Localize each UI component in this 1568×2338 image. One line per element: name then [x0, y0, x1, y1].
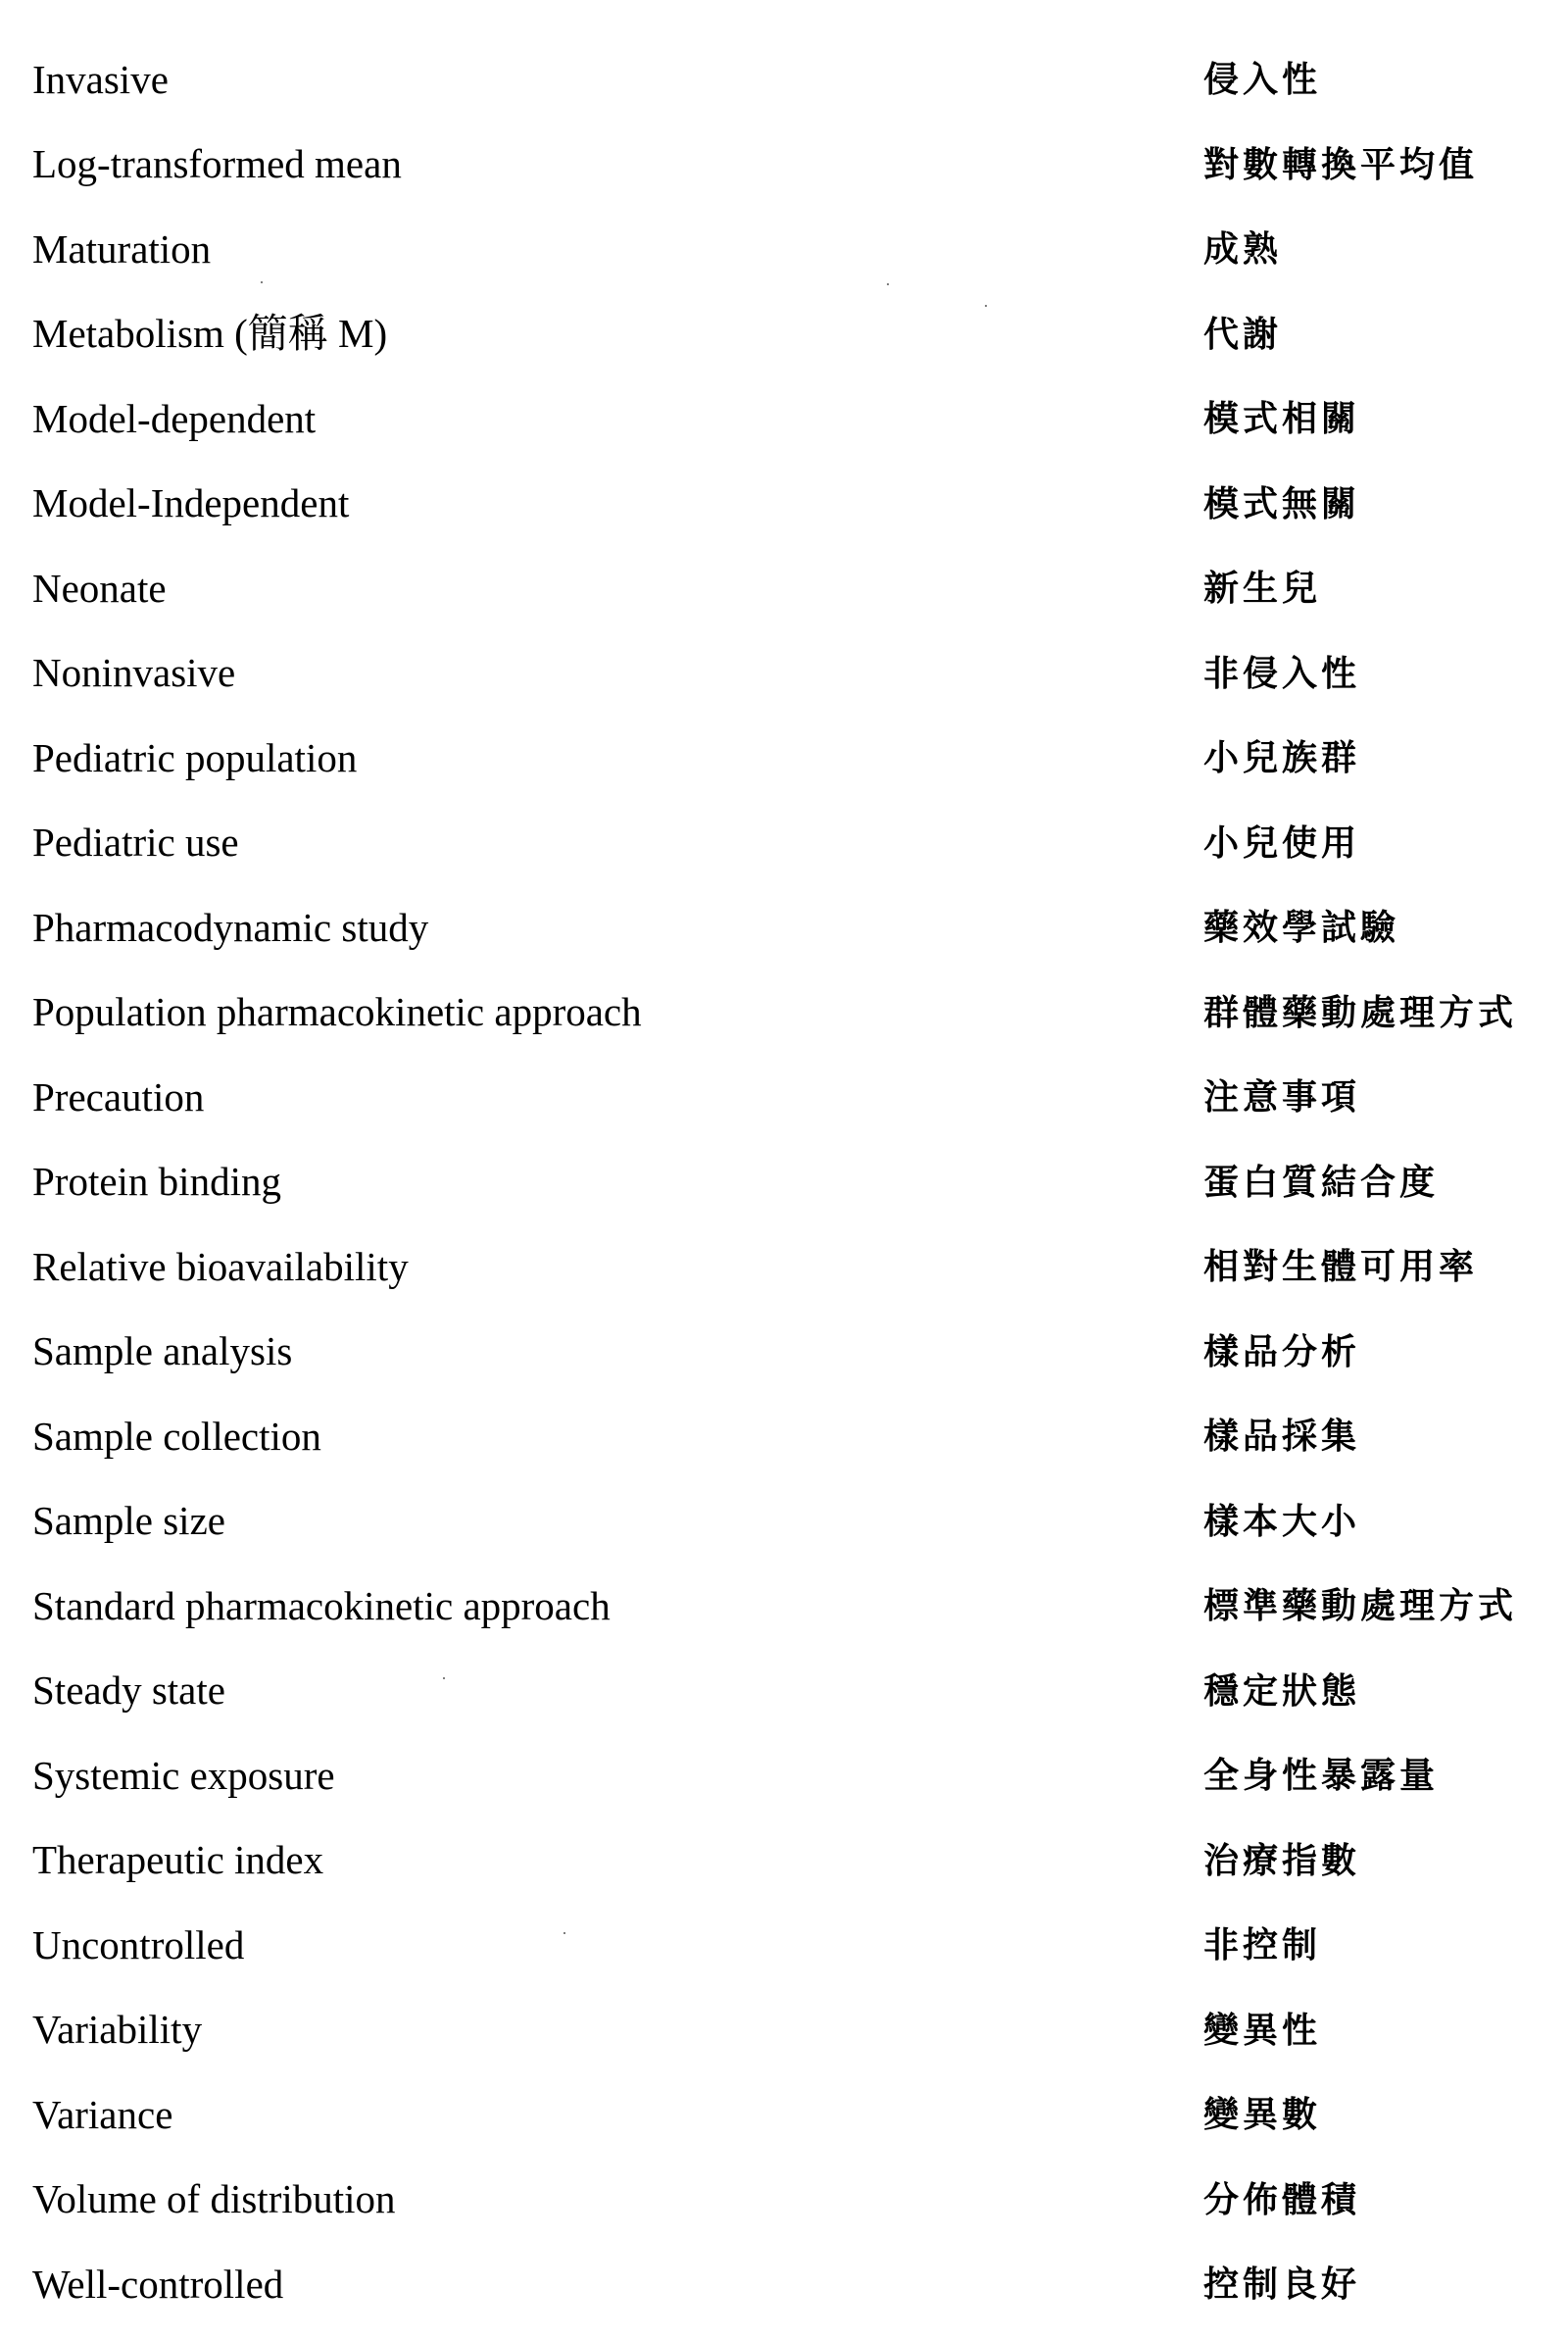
term-chinese: 樣本大小 [1203, 1500, 1361, 1542]
glossary-row [32, 716, 1542, 801]
term-english: Protein binding [32, 1159, 281, 1205]
glossary-table [32, 37, 1542, 2327]
glossary-row [32, 1733, 1542, 1818]
term-english: Systemic exposure [32, 1752, 335, 1798]
term-chinese: 非侵入性 [1203, 652, 1361, 694]
term-english: Model-Independent [32, 480, 350, 526]
glossary-row [32, 1310, 1542, 1395]
glossary-row [32, 546, 1542, 631]
term-chinese: 控制良好 [1203, 2263, 1361, 2306]
term-chinese: 注意事項 [1203, 1076, 1361, 1119]
term-english: Neonate [32, 565, 167, 611]
glossary-row [32, 207, 1542, 292]
term-chinese: 對數轉換平均值 [1203, 143, 1479, 185]
term-chinese: 模式相關 [1203, 398, 1361, 440]
term-chinese: 分佈體積 [1203, 2178, 1361, 2220]
term-chinese: 藥效學試驗 [1203, 907, 1400, 949]
scan-speck [443, 1677, 445, 1679]
term-chinese: 變異性 [1203, 2009, 1322, 2051]
term-english: Variability [32, 2007, 203, 2053]
term-chinese: 小兒使用 [1203, 821, 1361, 864]
term-chinese: 小兒族群 [1203, 737, 1361, 779]
term-english: Precaution [32, 1073, 205, 1119]
term-chinese: 蛋白質結合度 [1203, 1161, 1440, 1203]
term-english: Model-dependent [32, 395, 317, 441]
term-chinese: 模式無關 [1203, 482, 1361, 524]
term-english: Pediatric use [32, 820, 239, 866]
term-english: Pediatric population [32, 734, 358, 780]
glossary-row [32, 801, 1542, 886]
term-english: Steady state [32, 1667, 225, 1714]
glossary-row [32, 2072, 1542, 2158]
scan-speck [564, 1932, 565, 1934]
glossary-row [32, 885, 1542, 970]
term-chinese: 穩定狀態 [1203, 1669, 1361, 1712]
glossary-row [32, 2242, 1542, 2327]
term-english: Population pharmacokinetic approach [32, 989, 642, 1035]
glossary-row [32, 1224, 1542, 1310]
glossary-row [32, 970, 1542, 1056]
term-english: Sample size [32, 1498, 225, 1544]
scan-speck [887, 283, 889, 285]
glossary-row [32, 1564, 1542, 1649]
term-english: Sample collection [32, 1413, 321, 1459]
term-english: Invasive [32, 56, 169, 102]
term-english: Sample analysis [32, 1328, 293, 1374]
term-chinese: 變異數 [1203, 2094, 1322, 2136]
term-english: Metabolism (簡稱 M) [32, 311, 388, 357]
glossary-row [32, 292, 1542, 377]
glossary-row [32, 1988, 1542, 2073]
term-english: Relative bioavailability [32, 1243, 409, 1289]
glossary-row [32, 1649, 1542, 1734]
glossary-row [32, 462, 1542, 547]
term-chinese: 非控制 [1203, 1924, 1322, 1966]
term-english: Uncontrolled [32, 1921, 245, 1967]
glossary-row [32, 2158, 1542, 2243]
glossary-row [32, 37, 1542, 123]
term-chinese: 全身性暴露量 [1203, 1755, 1440, 1797]
term-chinese: 群體藥動處理方式 [1203, 991, 1518, 1033]
term-chinese: 代謝 [1203, 313, 1283, 355]
glossary-row [32, 1818, 1542, 1904]
term-chinese: 標準藥動處理方式 [1203, 1585, 1518, 1627]
term-chinese: 侵入性 [1203, 59, 1322, 101]
glossary-row [32, 1394, 1542, 1479]
glossary-row [32, 1140, 1542, 1225]
glossary-row [32, 376, 1542, 462]
glossary-row [32, 1903, 1542, 1988]
term-english: Volume of distribution [32, 2176, 396, 2222]
term-chinese: 成熟 [1203, 228, 1283, 271]
term-english: Maturation [32, 225, 212, 272]
term-english: Pharmacodynamic study [32, 904, 429, 950]
term-english: Standard pharmacokinetic approach [32, 1582, 611, 1628]
term-chinese: 治療指數 [1203, 1839, 1361, 1881]
glossary-row [32, 1479, 1542, 1565]
term-chinese: 新生兒 [1203, 568, 1322, 610]
scan-speck [985, 305, 987, 307]
term-english: Therapeutic index [32, 1837, 324, 1883]
term-chinese: 樣品採集 [1203, 1416, 1361, 1458]
term-chinese: 相對生體可用率 [1203, 1246, 1479, 1288]
term-chinese: 樣品分析 [1203, 1330, 1361, 1372]
term-english: Variance [32, 2091, 173, 2137]
glossary-row [32, 123, 1542, 208]
glossary-row [32, 631, 1542, 717]
term-english: Log-transformed mean [32, 141, 402, 187]
term-english: Well-controlled [32, 2261, 284, 2307]
term-english: Noninvasive [32, 650, 236, 696]
glossary-row [32, 1055, 1542, 1140]
scan-speck [261, 281, 263, 283]
